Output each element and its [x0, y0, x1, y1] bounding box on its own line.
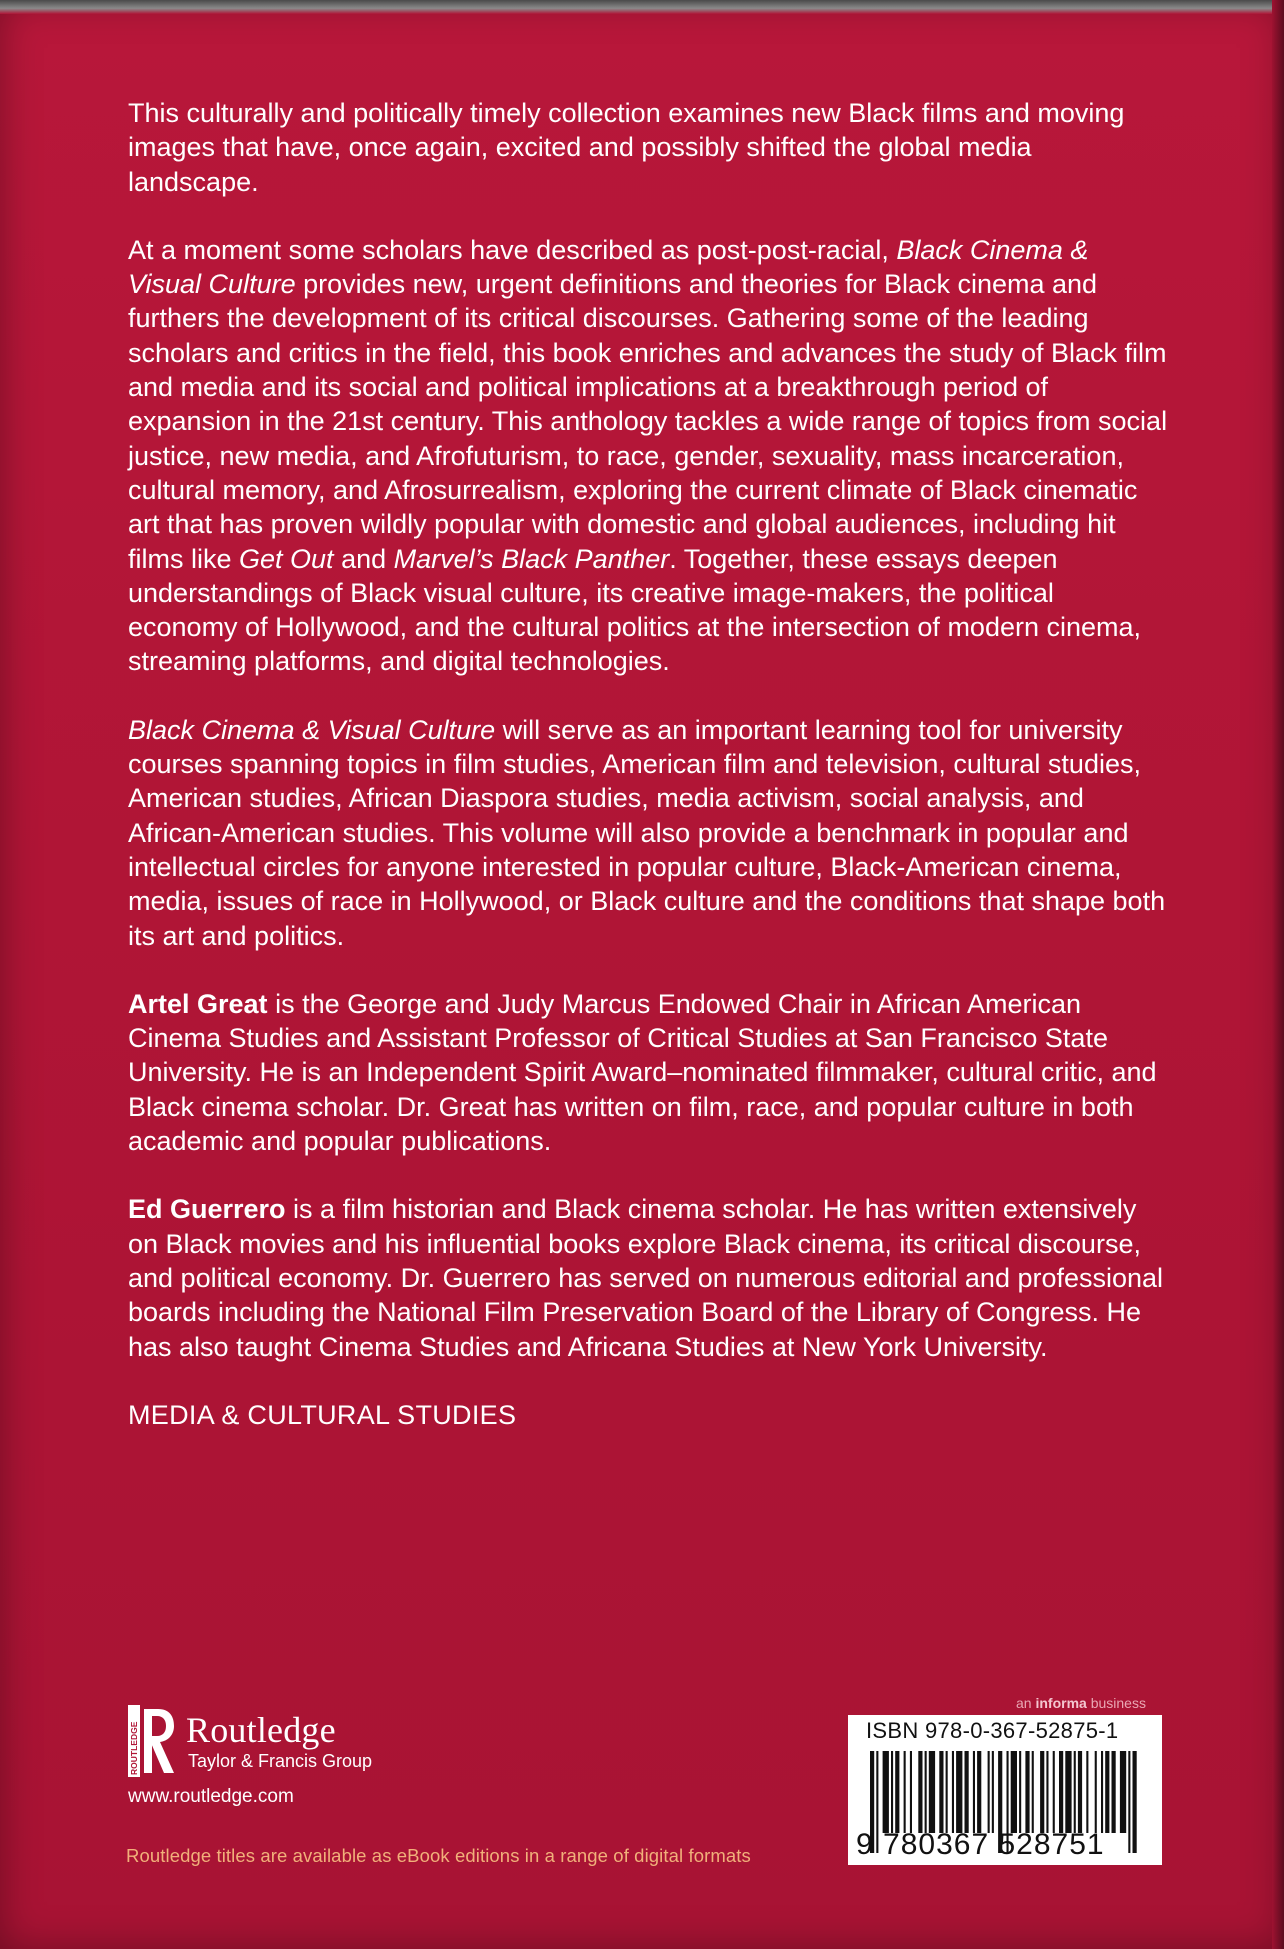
book-title: Black Cinema & Visual Culture [128, 714, 496, 745]
right-edge [1272, 0, 1284, 1949]
description-block [128, 96, 1168, 1466]
top-edge [0, 0, 1284, 14]
publisher-logo [128, 1705, 408, 1779]
informa-tagline: an informa business [1016, 1695, 1146, 1711]
isbn-barcode [848, 1715, 1162, 1865]
author-bio: Ed Guerrero is a film historian and Black cinema scholar. He has written extensively on Black movies and his influential books explore Black cinema, its critical discourse, and political economy. Dr. Guerrero has served on numerous editorial and professional boards including the National Film Preservation Board of the Library of Congress. He has also taught Cinema Studies and Africana Studies at New York University. [128, 1194, 1164, 1362]
film-title: Marvel’s Black Panther [393, 543, 670, 574]
author-bio: Artel Great is the George and Judy Marcus Endowed Chair in African American Cinema Studies and Assistant Professor of Critical Studies at San Francisco State University. He is an Independent Spirit Award–nominated filmmaker, cultural critic, and Black cinema scholar. Dr. Great has written on film, race, and popular culture in both academic and popular publications. [128, 988, 1157, 1157]
subject-category: MEDIA & CULTURAL STUDIES [128, 1399, 517, 1430]
barcode-digits: 9 780367 528751 [856, 1828, 1105, 1861]
publisher-name: Routledge [186, 1710, 336, 1750]
description-paragraph-1: This culturally and politically timely collection examines new Black films and moving images that have, once again, excited and possibly shifted the global media landscape. [128, 98, 1125, 197]
logo-spine-text: ROUTLEDGE [129, 1721, 139, 1775]
isbn-label: ISBN 978-0-367-52875-1 [866, 1718, 1119, 1743]
publisher-group: Taylor & Francis Group [188, 1751, 373, 1771]
film-title: Get Out [239, 543, 334, 574]
author-name: Ed Guerrero [128, 1194, 286, 1225]
description-paragraph-2: At a moment some scholars have described as post-post-racial, Black Cinema & Visual Culture provides new, urgent definitions and theories for Black cinema and furthers the development of its critical discourses. Gathering some of the leading scholars and critics in the field, this book enriches and advances the study of Black film and media and its social and political implications at a breakthrough period of expansion in the 21st century. This anthology tackles a wide range of topics from social justice, new media, and Afrofuturism, to race, gender, sexuality, mass incarceration, cultural memory, and Afrosurrealism, exploring the current climate of Black cinematic art that has proven wildly popular with domestic and global audiences, including hit films like Get Out and Marvel’s Black Panther. Together, these essays deepen understandings of Black visual culture, its creative image-makers, the political economy of Hollywood, and the cultural politics at the intersection of modern cinema, streaming platforms, and digital technologies. [128, 234, 1168, 677]
author-name: Artel Great [128, 988, 268, 1019]
book-title: Black Cinema & Visual Culture [128, 234, 1089, 300]
ebook-note: Routledge titles are available as eBook editions in a range of digital formats [126, 1845, 751, 1866]
description-paragraph-3: Black Cinema & Visual Culture will serve as an important learning tool for university courses spanning topics in film studies, American film and television, cultural studies, American studies, African Diaspora studies, media activism, social analysis, and African-American studies. This volume will also provide a benchmark in popular and intellectual circles for anyone interested in popular culture, Black-American cinema, media, issues of race in Hollywood, or Black culture and the conditions that shape both its art and politics. [128, 714, 1166, 951]
publisher-website[interactable]: www.routledge.com [128, 1786, 294, 1807]
routledge-logo-icon [128, 1705, 176, 1777]
